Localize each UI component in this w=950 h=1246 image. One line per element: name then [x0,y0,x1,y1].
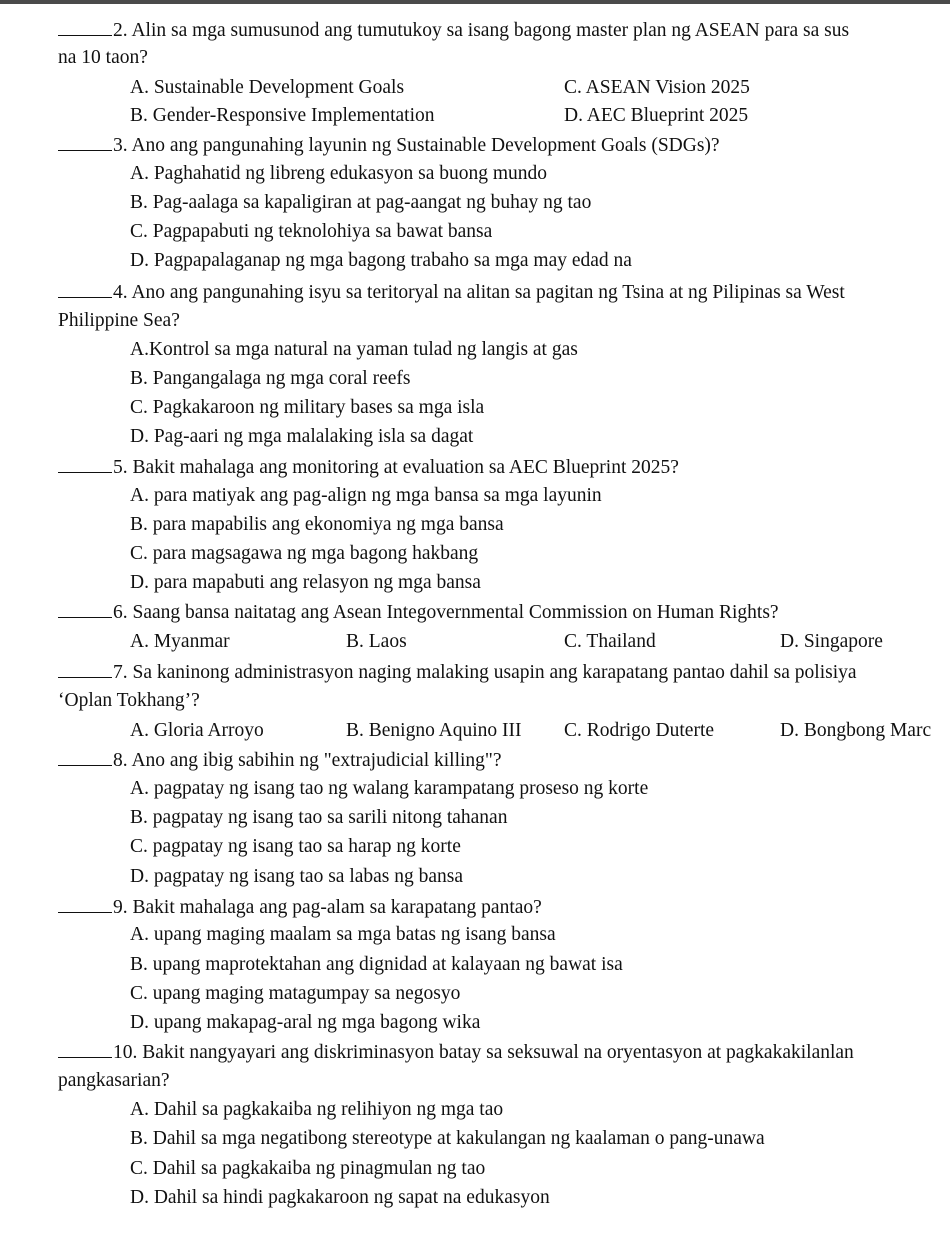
option-2b: B. Gender-Responsive Implementation [130,105,435,126]
option-7d: D. Bongbong Marc [780,720,932,741]
option-5a: A. para matiyak ang pag-align ng mga bansa sa mga layunin [130,485,602,506]
option-9b: B. upang maprotektahan ang dignidad at kalayaan ng bawat isa [130,954,623,975]
option-10c: C. Dahil sa pagkakaiba ng pinagmulan ng tao [130,1158,486,1179]
question-number: 6. [113,602,128,623]
question-5 [58,455,679,479]
option-6c: C. Thailand [564,631,656,652]
question-number: 8. [113,750,128,771]
option-4b: B. Pangangalaga ng mga coral reefs [130,368,411,389]
option-7c: C. Rodrigo Duterte [564,720,715,741]
option-10b: B. Dahil sa mga negatibong stereotype at kakulangan ng kaalaman o pang-unawa [130,1128,765,1149]
option-2c: C. ASEAN Vision 2025 [564,77,750,98]
answer-blank-3[interactable] [58,133,112,151]
option-5d: D. para mapabuti ang relasyon ng mga bansa [130,572,481,593]
question-7 [58,660,857,684]
option-5c: C. para magsagawa ng mga bagong hakbang [130,543,479,564]
question-text: Bakit mahalaga ang monitoring at evaluation sa AEC Blueprint 2025? [132,457,679,478]
answer-blank-6[interactable] [58,600,112,618]
option-9c: C. upang maging matagumpay sa negosyo [130,983,461,1004]
question-number: 2. [113,20,128,41]
option-7a: A. Gloria Arroyo [130,720,264,741]
question-4 [58,280,845,304]
question-number: 7. [113,662,128,683]
question-7-continued: ‘Oplan Tokhang’? [58,690,200,711]
answer-blank-10[interactable] [58,1040,112,1058]
question-text: Alin sa mga sumusunod ang tumutukoy sa isang bagong master plan ng ASEAN para sa sus [131,20,850,41]
question-2-continued: na 10 taon? [58,47,148,68]
question-text: Bakit nangyayari ang diskriminasyon batay sa seksuwal na oryentasyon at pagkakakilanlan [142,1042,854,1063]
question-number: 4. [113,282,128,303]
question-text: Saang bansa naitatag ang Asean Integovernmental Commission on Human Rights? [132,602,779,623]
question-10 [58,1040,854,1064]
option-3a: A. Paghahatid ng libreng edukasyon sa buong mundo [130,163,548,184]
option-6b: B. Laos [346,631,407,652]
option-3c: C. Pagpapabuti ng teknolohiya sa bawat bansa [130,221,493,242]
option-6d: D. Singapore [780,631,883,652]
answer-blank-2[interactable] [58,18,112,36]
option-10a: A. Dahil sa pagkakaiba ng relihiyon ng mga tao [130,1099,504,1120]
option-8b: B. pagpatay ng isang tao sa sarili nitong tahanan [130,807,508,828]
option-2d: D. AEC Blueprint 2025 [564,105,749,126]
answer-blank-7[interactable] [58,660,112,678]
option-8a: A. pagpatay ng isang tao ng walang karampatang proseso ng korte [130,778,649,799]
question-text: Ano ang pangunahing layunin ng Sustainable Development Goals (SDGs)? [131,135,720,156]
question-4-continued: Philippine Sea? [58,310,180,331]
option-6a: A. Myanmar [130,631,230,652]
option-4c: C. Pagkakaroon ng military bases sa mga isla [130,397,485,418]
option-8d: D. pagpatay ng isang tao sa labas ng bansa [130,866,464,887]
option-9d: D. upang makapag-aral ng mga bagong wika [130,1012,481,1033]
question-9 [58,895,542,919]
option-2a: A. Sustainable Development Goals [130,77,405,98]
answer-blank-8[interactable] [58,748,112,766]
option-5b: B. para mapabilis ang ekonomiya ng mga bansa [130,514,504,535]
option-7b: B. Benigno Aquino III [346,720,522,741]
question-number: 3. [113,135,128,156]
question-10-continued: pangkasarian? [58,1070,170,1091]
question-text: Sa kaninong administrasyon naging malaking usapin ang karapatang pantao dahil sa polisiya [132,662,857,683]
option-9a: A. upang maging maalam sa mga batas ng isang bansa [130,924,556,945]
question-3 [58,133,720,157]
option-3b: B. Pag-aalaga sa kapaligiran at pag-aangat ng buhay ng tao [130,192,592,213]
option-3d: D. Pagpapalaganap ng mga bagong trabaho sa mga may edad na [130,250,632,271]
question-6 [58,600,779,624]
question-2 [58,18,849,42]
option-4a: A.Kontrol sa mga natural na yaman tulad ng langis at gas [130,339,578,360]
question-text: Ano ang ibig sabihin ng "extrajudicial killing"? [131,750,502,771]
question-number: 5. [113,457,128,478]
question-8 [58,748,502,772]
question-number: 9. [113,897,128,918]
option-10d: D. Dahil sa hindi pagkakaroon ng sapat na edukasyon [130,1187,550,1208]
answer-blank-4[interactable] [58,280,112,298]
question-text: Bakit mahalaga ang pag-alam sa karapatang pantao? [132,897,542,918]
answer-blank-5[interactable] [58,455,112,473]
answer-blank-9[interactable] [58,895,112,913]
option-8c: C. pagpatay ng isang tao sa harap ng korte [130,836,461,857]
question-text: Ano ang pangunahing isyu sa teritoryal na alitan sa pagitan ng Tsina at ng Pilipinas sa West [131,282,845,303]
option-4d: D. Pag-aari ng mga malalaking isla sa dagat [130,426,474,447]
question-number: 10. [113,1042,138,1063]
